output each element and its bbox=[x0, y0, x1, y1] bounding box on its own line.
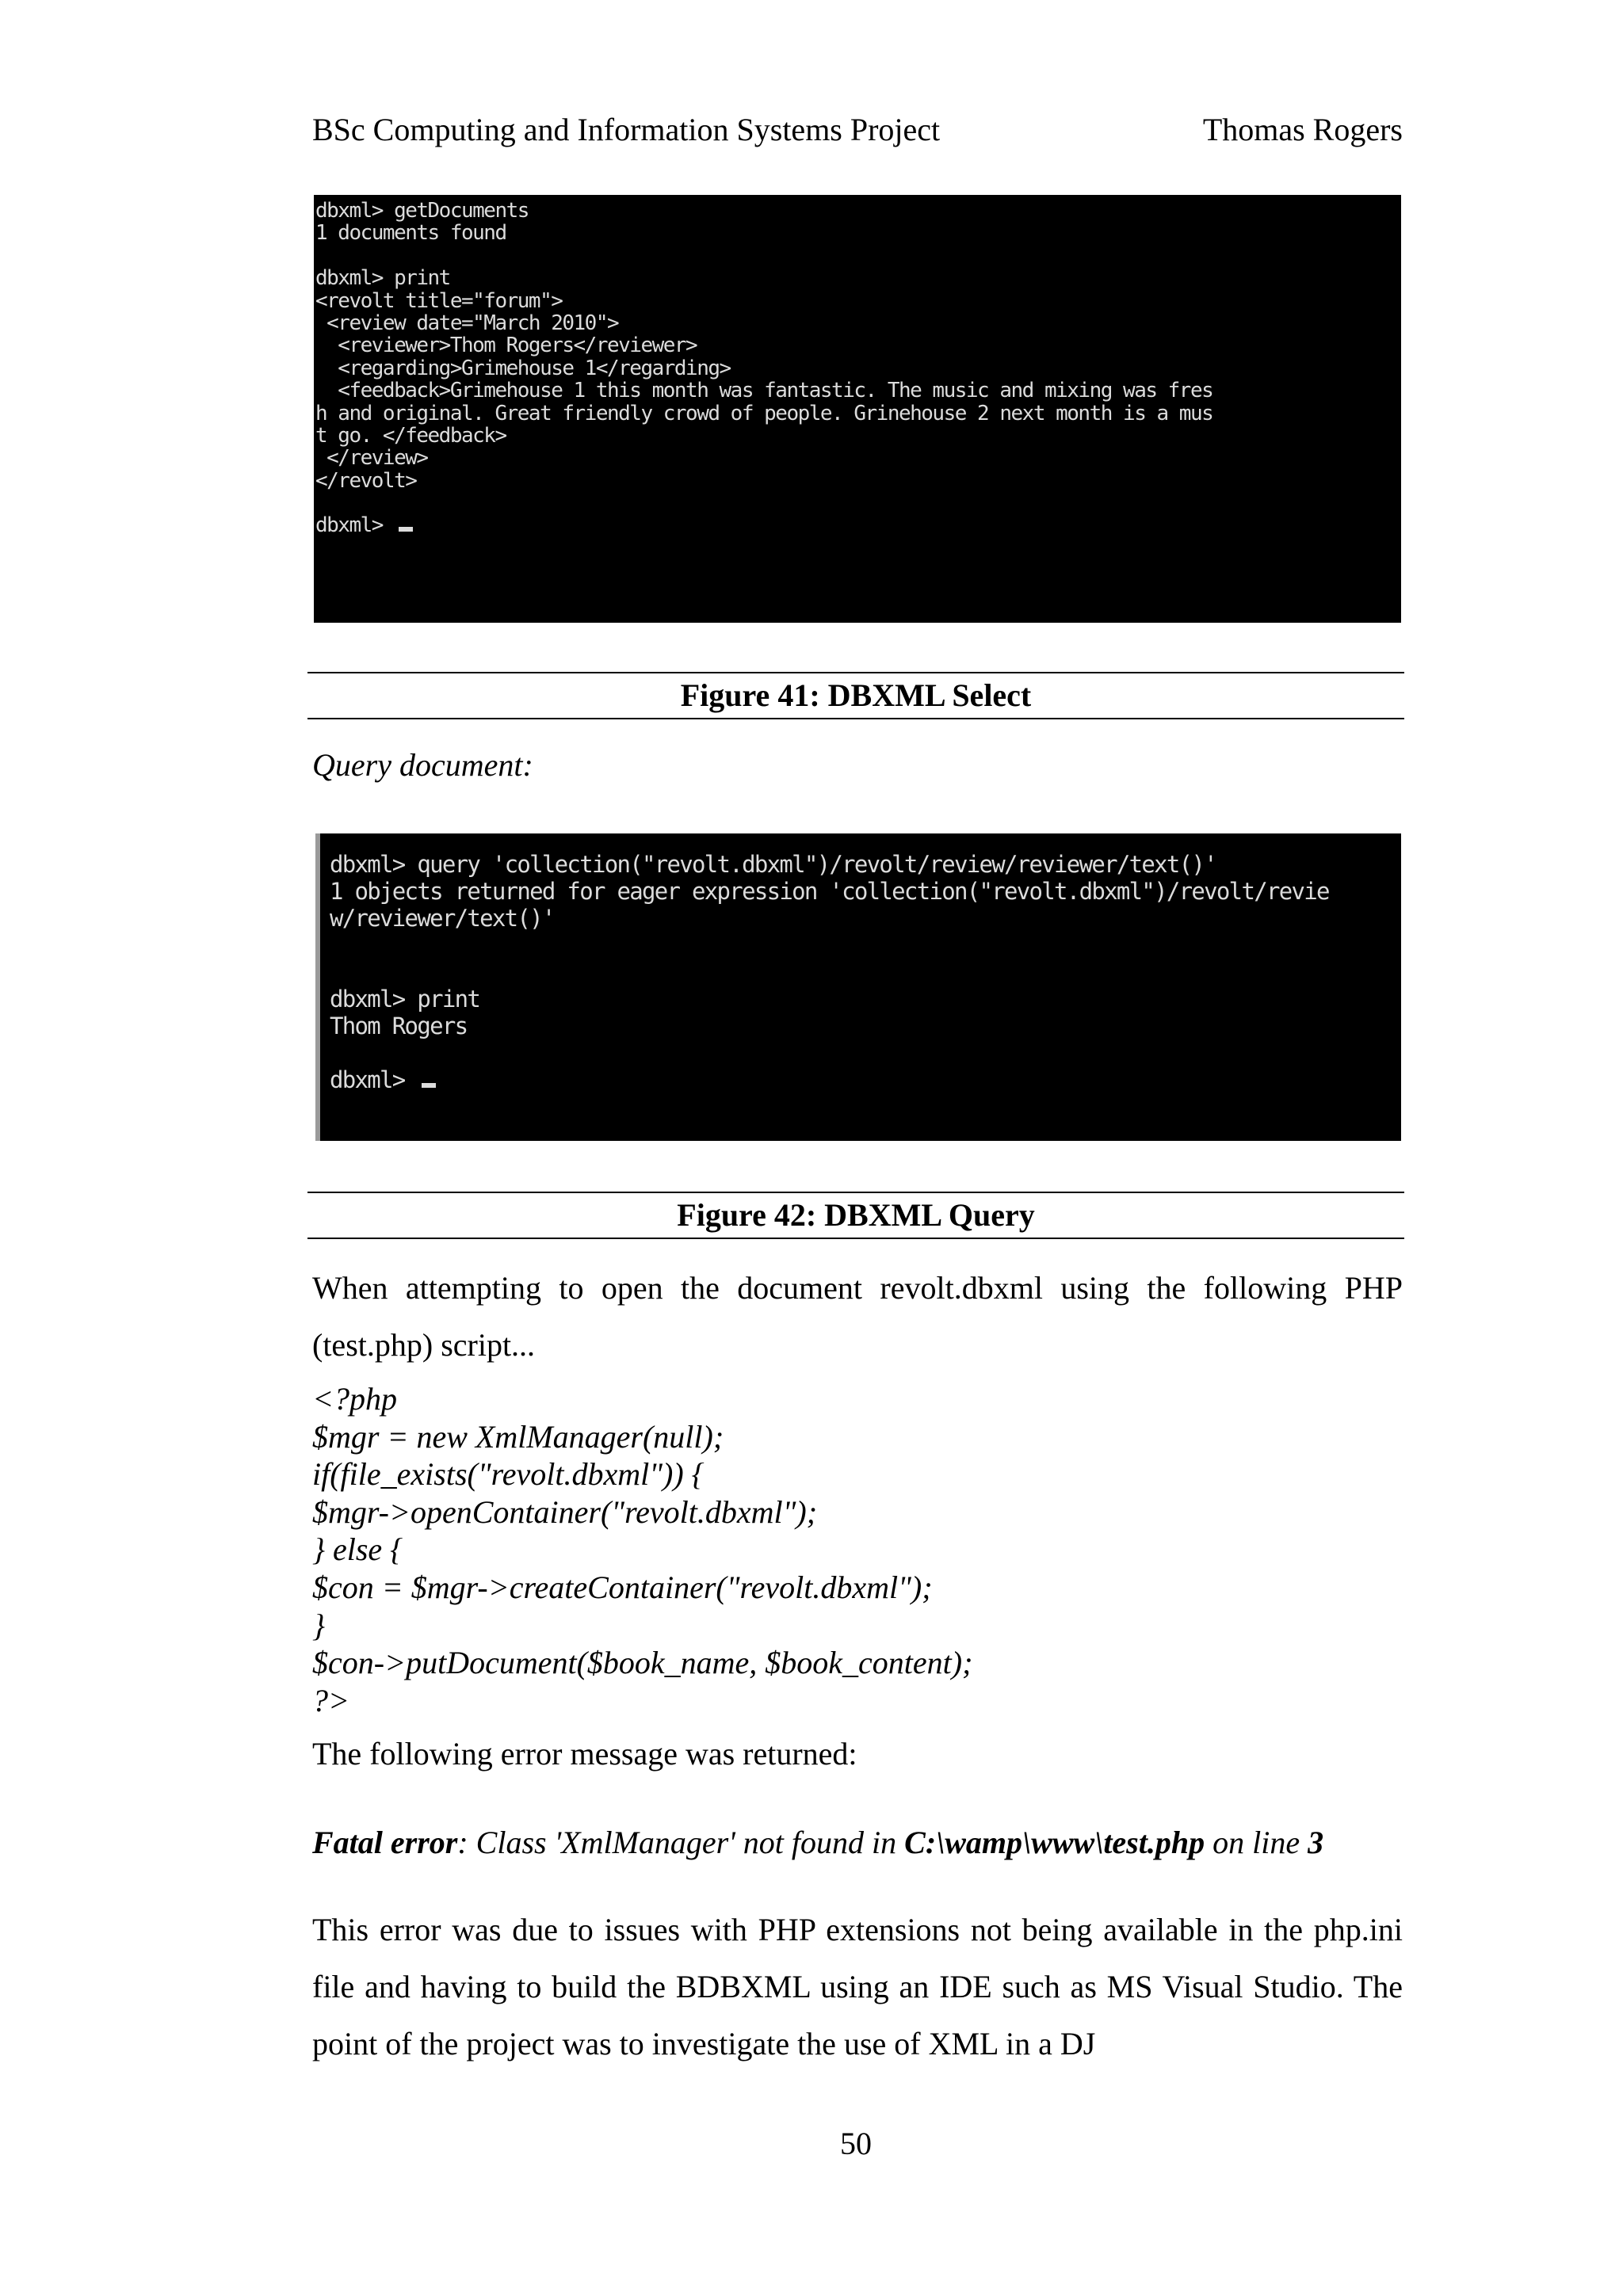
terminal-line: dbxml> print bbox=[330, 986, 480, 1013]
terminal-line: <feedback>Grimehouse 1 this month was fantastic. The music and mixing was fres bbox=[315, 379, 1213, 403]
figure-41-caption: Figure 41: DBXML Select bbox=[307, 672, 1404, 719]
fatal-error-label: Fatal error bbox=[312, 1825, 458, 1860]
terminal-line: <regarding>Grimehouse 1</regarding> bbox=[315, 356, 731, 380]
terminal-line: <revolt title="forum"> bbox=[315, 288, 563, 313]
fatal-error-line-number: 3 bbox=[1308, 1825, 1324, 1860]
terminal-prompt: dbxml> bbox=[330, 1066, 418, 1093]
terminal-line: </review> bbox=[315, 446, 428, 471]
code-line: $mgr->openContainer("revolt.dbxml"); bbox=[312, 1493, 818, 1530]
cursor-icon bbox=[422, 1083, 436, 1088]
header-project-title: BSc Computing and Information Systems Project bbox=[312, 112, 941, 147]
terminal-line bbox=[330, 932, 1401, 959]
code-line: <?php bbox=[312, 1381, 397, 1417]
terminal-line: 1 documents found bbox=[315, 221, 506, 246]
terminal-line bbox=[315, 245, 1401, 267]
figure-42-caption: Figure 42: DBXML Query bbox=[307, 1192, 1404, 1239]
terminal-line: 1 objects returned for eager expression 'collection("revolt.dbxml")/revolt/revie bbox=[330, 878, 1329, 905]
header-author: Thomas Rogers bbox=[1202, 112, 1403, 147]
figure-42-terminal-screenshot bbox=[315, 833, 1401, 1141]
terminal-line: dbxml> print bbox=[315, 266, 450, 291]
code-line: $con->putDocument($book_name, $book_content); bbox=[312, 1645, 973, 1681]
fatal-error-text: : Class 'XmlManager' not found in bbox=[457, 1825, 905, 1860]
terminal-prompt-line bbox=[330, 1066, 1401, 1093]
terminal-line bbox=[315, 492, 1401, 514]
terminal-line: t go. </feedback> bbox=[315, 423, 506, 448]
terminal-line: h and original. Great friendly crowd of people. Grinehouse 2 next month is a mus bbox=[315, 401, 1213, 425]
code-line: ?> bbox=[312, 1682, 349, 1718]
body-paragraph: When attempting to open the document revolt.dbxml using the following PHP (test.php) script... bbox=[312, 1270, 1403, 1363]
terminal-line: </revolt> bbox=[315, 468, 417, 493]
terminal-line bbox=[330, 959, 1401, 986]
page-header bbox=[312, 111, 1403, 149]
terminal-prompt-line bbox=[315, 514, 1401, 536]
page-number: 50 bbox=[840, 2126, 872, 2161]
error-intro-text: The following error message was returned: bbox=[312, 1736, 857, 1772]
php-code-listing bbox=[312, 1380, 1403, 1719]
terminal-prompt: dbxml> bbox=[315, 513, 395, 538]
body-paragraph: This error was due to issues with PHP extensions not being available in the php.ini file and having to build the BDBXML using an IDE such as MS Visual Studio. The point of the project was to investigate the use of XML in a DJ bbox=[312, 1912, 1403, 2061]
terminal-line: w/reviewer/text()' bbox=[330, 905, 555, 932]
code-line: $con = $mgr->createContainer("revolt.dbxml"); bbox=[312, 1569, 933, 1605]
cursor-icon bbox=[399, 527, 413, 532]
terminal-line: <reviewer>Thom Rogers</reviewer> bbox=[315, 334, 697, 358]
terminal-line: dbxml> getDocuments bbox=[315, 199, 529, 223]
code-line: } else { bbox=[312, 1531, 403, 1568]
query-document-label: Query document: bbox=[312, 747, 533, 783]
terminal-line bbox=[330, 1039, 1401, 1066]
terminal-line: Thom Rogers bbox=[330, 1013, 468, 1039]
fatal-error-path: C:\wamp\www\test.php bbox=[904, 1825, 1205, 1860]
code-line: if(file_exists("revolt.dbxml")) { bbox=[312, 1456, 705, 1493]
terminal-line: dbxml> query 'collection("revolt.dbxml")/revolt/review/reviewer/text()' bbox=[330, 851, 1216, 878]
terminal-line: <review date="March 2010"> bbox=[315, 311, 619, 335]
code-line: } bbox=[312, 1607, 325, 1643]
code-line: $mgr = new XmlManager(null); bbox=[312, 1418, 724, 1455]
figure-41-terminal-screenshot bbox=[314, 195, 1401, 623]
fatal-error-line-text: on line bbox=[1205, 1825, 1308, 1860]
fatal-error-message bbox=[312, 1824, 1403, 1862]
